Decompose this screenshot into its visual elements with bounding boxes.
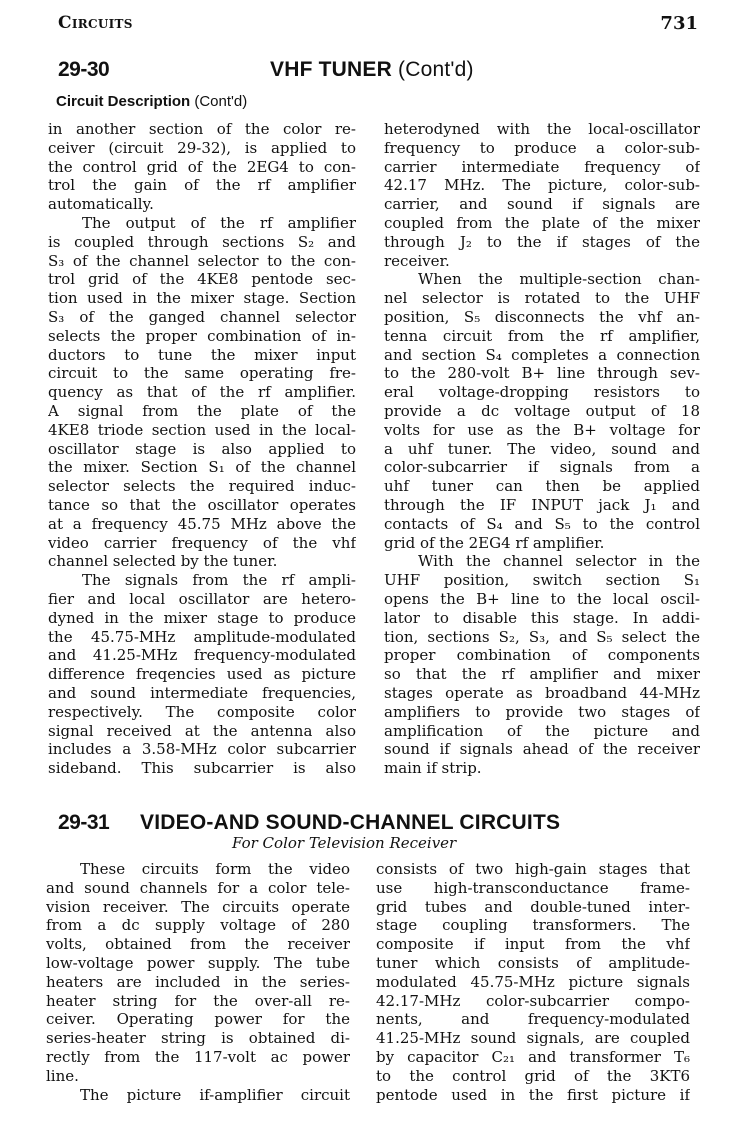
text-line: S₃ of the ganged channel selector xyxy=(48,307,356,326)
text-line: so that the rf amplifier and mixer xyxy=(384,665,700,684)
text-line: selects the proper combination of in- xyxy=(48,326,356,345)
text-line: low-voltage power supply. The tube xyxy=(46,953,350,972)
text-line: channel selected by the tuner. xyxy=(48,552,278,571)
text-line: volts, obtained from the receiver xyxy=(46,935,350,954)
text-line: coupled from the plate of the mixer xyxy=(384,213,700,232)
text-line: grid of the 2EG4 rf amplifier. xyxy=(384,533,605,552)
running-head-title: Circuits xyxy=(58,13,133,33)
text-line: the 45.75-MHz amplitude-modulated xyxy=(48,627,356,646)
text-line: contacts of S₄ and S₅ to the control xyxy=(384,514,700,533)
text-line: uhf tuner can then be applied xyxy=(384,477,700,496)
text-line: 4KE8 triode section used in the local- xyxy=(48,420,356,439)
text-line: The signals from the rf ampli- xyxy=(82,571,356,590)
text-line: consists of two high-gain stages that xyxy=(376,860,690,878)
text-line: includes a 3.58-MHz color subcarrier xyxy=(48,740,356,759)
section-29-30-left-column xyxy=(48,120,356,778)
text-line: tance so that the oscillator operates xyxy=(48,495,356,514)
text-line: ceiver (circuit 29-32), is applied to xyxy=(48,138,356,157)
text-line: video carrier frequency of the vhf xyxy=(48,533,356,552)
text-line: and section S₄ completes a connection xyxy=(384,345,700,364)
text-line: and 41.25-MHz frequency-modulated xyxy=(48,646,356,665)
text-line: dyned in the mixer stage to produce xyxy=(48,608,356,627)
text-line: UHF position, switch section S₁ xyxy=(384,571,700,590)
text-line: respectively. The composite color xyxy=(48,702,356,721)
text-line: to the 280-volt B+ line through sev- xyxy=(384,364,700,383)
text-line: series-heater string is obtained di- xyxy=(46,1029,350,1048)
text-line: signal received at the antenna also xyxy=(48,721,356,740)
text-line: automatically. xyxy=(48,195,154,214)
text-line: tuner which consists of amplitude- xyxy=(376,953,690,972)
text-line: and sound intermediate frequencies, xyxy=(48,683,356,702)
text-line: is coupled through sections S₂ and xyxy=(48,232,356,251)
text-line: line. xyxy=(46,1066,79,1085)
section-29-31-right-column xyxy=(376,860,690,1104)
text-line: oscillator stage is also applied to xyxy=(48,439,356,458)
text-line: 42.17 MHz. The picture, color-sub- xyxy=(384,176,700,195)
text-line: a uhf tuner. The video, sound and xyxy=(384,439,700,458)
text-line: rectly from the 117-volt ac power xyxy=(46,1047,350,1066)
section-29-30-right-column xyxy=(384,120,700,778)
text-line: nel selector is rotated to the UHF xyxy=(384,289,700,308)
text-line: ductors to tune the mixer input xyxy=(48,345,356,364)
text-line: provide a dc voltage output of 18 xyxy=(384,401,700,420)
text-line: use high-transconductance frame- xyxy=(376,878,690,897)
text-line: composite if input from the vhf xyxy=(376,935,690,954)
text-line: amplification of the picture and xyxy=(384,721,700,740)
text-line: tion, sections S₂, S₃, and S₅ select the xyxy=(384,627,700,646)
text-line: The picture if-amplifier circuit xyxy=(80,1085,350,1104)
text-line: heater string for the over-all re- xyxy=(46,991,350,1010)
text-line: A signal from the plate of the xyxy=(48,401,356,420)
text-line: opens the B+ line to the local oscil- xyxy=(384,589,700,608)
text-line: difference freqencies used as picture xyxy=(48,665,356,684)
text-line: pentode used in the first picture if xyxy=(376,1085,690,1104)
text-line: carrier intermediate frequency of xyxy=(384,157,700,176)
text-line: receiver. xyxy=(384,251,450,270)
text-line: stage coupling transformers. The xyxy=(376,916,690,935)
text-line: to the control grid of the 3KT6 xyxy=(376,1066,690,1085)
subheading-cont: (Cont'd) xyxy=(194,93,248,110)
page-number: 731 xyxy=(660,13,698,34)
text-line: nents, and frequency-modulated xyxy=(376,1010,690,1029)
text-line: carrier, and sound if signals are xyxy=(384,195,700,214)
text-line: amplifiers to provide two stages of xyxy=(384,702,700,721)
text-line: grid tubes and double-tuned inter- xyxy=(376,897,690,916)
text-line: sideband. This subcarrier is also xyxy=(48,759,356,778)
section-title xyxy=(270,58,474,82)
text-line: color-subcarrier if signals from a xyxy=(384,458,700,477)
text-line: eral voltage-dropping resistors to xyxy=(384,383,700,402)
section-29-31-left-column xyxy=(46,860,350,1104)
section-number: 29-30 xyxy=(58,58,110,81)
text-line: The output of the rf amplifier xyxy=(82,213,356,232)
text-line: by capacitor C₂₁ and transformer T₆ xyxy=(376,1047,690,1066)
running-head xyxy=(46,10,710,40)
text-line: sound if signals ahead of the receiver xyxy=(384,740,700,759)
text-line: With the channel selector in the xyxy=(418,552,700,571)
text-line: lator to disable this stage. In addi- xyxy=(384,608,700,627)
subheading-circuit-description xyxy=(56,93,247,110)
section-title-cont: (Cont'd) xyxy=(398,58,474,81)
text-line: trol grid of the 4KE8 pentode sec- xyxy=(48,270,356,289)
text-line: S₃ of the channel selector to the con- xyxy=(48,251,356,270)
text-line: heaters are included in the series- xyxy=(46,972,350,991)
text-line: quency as that of the rf amplifier. xyxy=(48,383,356,402)
text-line: position, S₅ disconnects the vhf an- xyxy=(384,307,700,326)
text-line: 42.17-MHz color-subcarrier compo- xyxy=(376,991,690,1010)
text-line: modulated 45.75-MHz picture signals xyxy=(376,972,690,991)
text-line: 41.25-MHz sound signals, are coupled xyxy=(376,1029,690,1048)
text-line: fier and local oscillator are hetero- xyxy=(48,589,356,608)
section-subtitle: For Color Television Receiver xyxy=(232,834,457,852)
section-title: VIDEO-AND SOUND-CHANNEL CIRCUITS xyxy=(140,811,561,834)
text-line: at a frequency 45.75 MHz above the xyxy=(48,514,356,533)
text-line: from a dc supply voltage of 280 xyxy=(46,916,350,935)
text-line: heterodyned with the local-oscillator xyxy=(384,120,700,138)
text-line: selector selects the required induc- xyxy=(48,477,356,496)
text-line: the mixer. Section S₁ of the channel xyxy=(48,458,356,477)
text-line: through J₂ to the if stages of the xyxy=(384,232,700,251)
section-number: 29-31 xyxy=(58,811,110,834)
text-line: in another section of the color re- xyxy=(48,120,356,138)
subheading-text: Circuit Description xyxy=(56,93,191,110)
text-line: trol the gain of the rf amplifier xyxy=(48,176,356,195)
text-line: circuit to the same operating fre- xyxy=(48,364,356,383)
section-heading-29-30 xyxy=(50,58,710,86)
text-line: ceiver. Operating power for the xyxy=(46,1010,350,1029)
text-line: When the multiple-section chan- xyxy=(418,270,700,289)
text-line: through the IF INPUT jack J₁ and xyxy=(384,495,700,514)
text-line: proper combination of components xyxy=(384,646,700,665)
text-line: stages operate as broadband 44-MHz xyxy=(384,683,700,702)
text-line: main if strip. xyxy=(384,759,482,778)
section-title-text: VHF TUNER xyxy=(270,58,392,81)
text-line: These circuits form the video xyxy=(80,860,350,878)
text-line: the control grid of the 2EG4 to con- xyxy=(48,157,356,176)
text-line: tion used in the mixer stage. Section xyxy=(48,289,356,308)
text-line: frequency to produce a color-sub- xyxy=(384,138,700,157)
text-line: and sound channels for a color tele- xyxy=(46,878,350,897)
text-line: tenna circuit from the rf amplifier, xyxy=(384,326,700,345)
text-line: vision receiver. The circuits operate xyxy=(46,897,350,916)
text-line: volts for use as the B+ voltage for xyxy=(384,420,700,439)
